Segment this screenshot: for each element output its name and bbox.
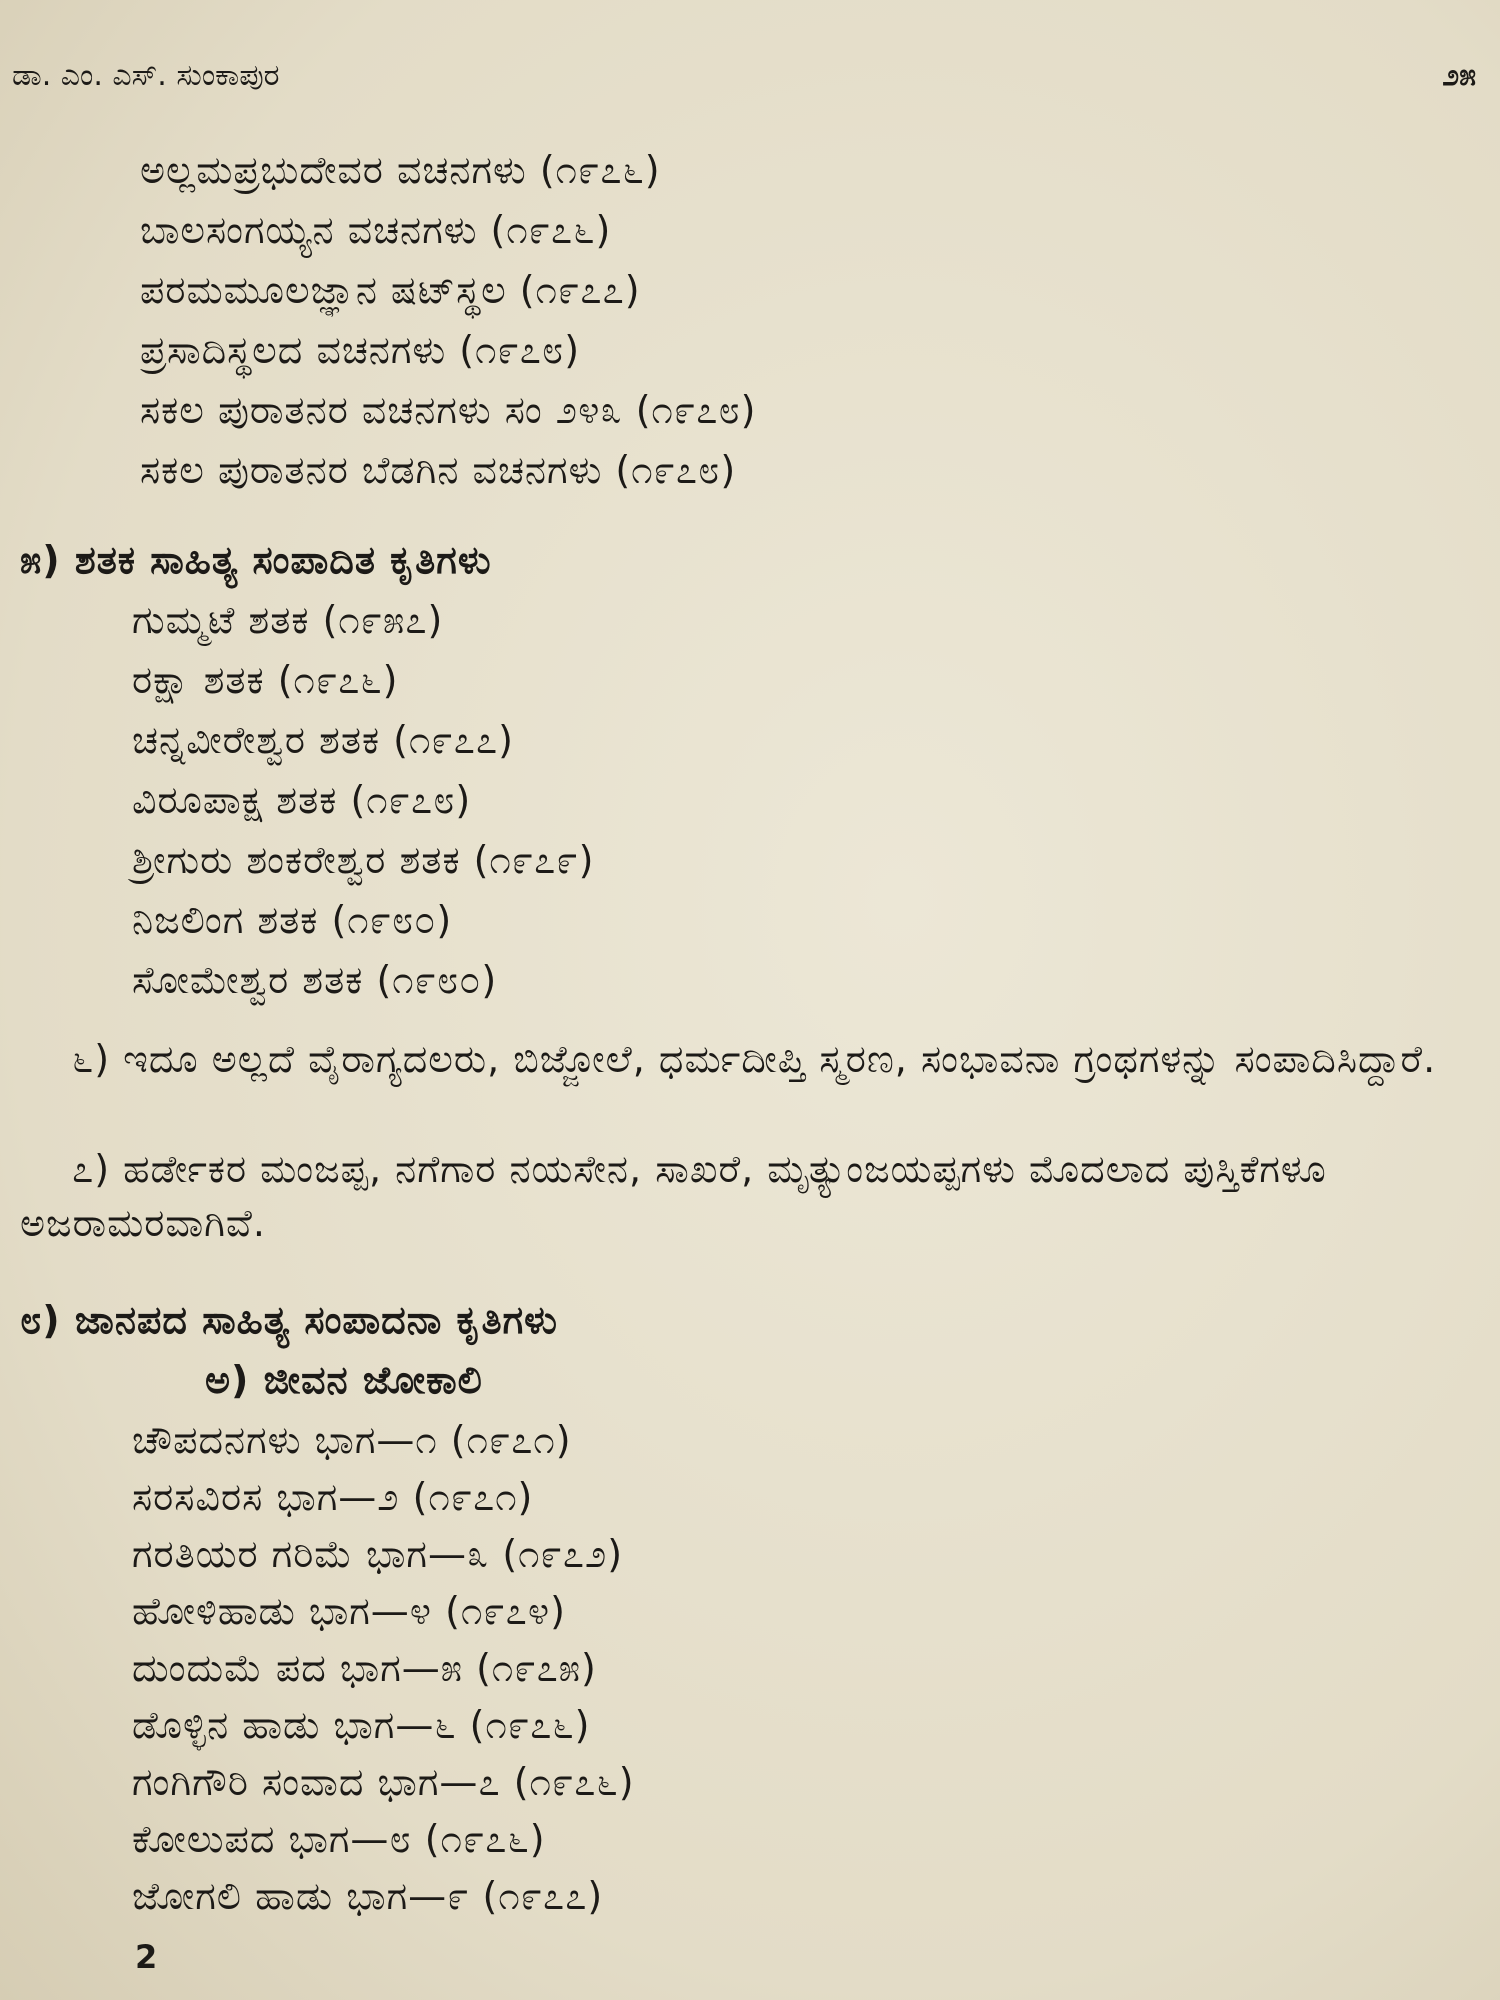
author-name: ಡಾ. ಎಂ. ಎಸ್. ಸುಂಕಾಪುರ <box>12 58 280 93</box>
running-header <box>0 58 1500 108</box>
paragraph: ೭) ಹರ್ಡೇಕರ ಮಂಜಪ್ಪ, ನಗೆಗಾರ ನಯಸೇನ, ಸಾಖರೆ, ಮೃತ್ಯುಂಜಯಪ್ಪಗಳು ಮೊದಲಾದ ಪುಸ್ತಿಕೆಗಳೂ ಅಜರಾಮರವಾಗಿವೆ. <box>20 1147 1327 1245</box>
paragraph: ೬) ಇದೂ ಅಲ್ಲದೆ ವೈರಾಗ್ಯದಲರು, ಬಿಜ್ಜೋಲೆ, ಧರ್ಮದೀಪ್ತಿ ಸ್ಮರಣ, ಸಂಭಾವನಾ ಗ್ರಂಥಗಳನ್ನು ಸಂಪಾದಿಸಿದ್ದಾರೆ. <box>72 1037 1437 1081</box>
footer-signature-number: 2 <box>135 1938 158 1976</box>
list-item: ಗರತಿಯರ ಗರಿಮೆ ಭಾಗ—೩ (೧೯೭೨) <box>132 1532 624 1576</box>
section-heading: ೫) ಶತಕ ಸಾಹಿತ್ಯ ಸಂಪಾದಿತ ಕೃತಿಗಳು <box>20 538 492 582</box>
list-item: ಸರಸವಿರಸ ಭಾಗ—೨ (೧೯೭೧) <box>132 1475 534 1519</box>
list-item: ಶ್ರೀಗುರು ಶಂಕರೇಶ್ವರ ಶತಕ (೧೯೭೯) <box>132 838 595 882</box>
list-item: ಪ್ರಸಾದಿಸ್ಥಲದ ವಚನಗಳು (೧೯೭೮) <box>140 328 581 372</box>
list-item: ದುಂದುಮೆ ಪದ ಭಾಗ—೫ (೧೯೭೫) <box>132 1646 597 1690</box>
list-item: ಸಕಲ ಪುರಾತನರ ಬೆಡಗಿನ ವಚನಗಳು (೧೯೭೮) <box>140 448 737 492</box>
list-item: ಚನ್ನವೀರೇಶ್ವರ ಶತಕ (೧೯೭೭) <box>132 718 514 762</box>
list-item: ಚೌಪದನಗಳು ಭಾಗ—೧ (೧೯೭೧) <box>132 1418 572 1462</box>
list-item: ಸಕಲ ಪುರಾತನರ ವಚನಗಳು ಸಂ ೨೪೩ (೧೯೭೮) <box>140 388 757 432</box>
list-item: ಜೋಗಲಿ ಹಾಡು ಭಾಗ—೯ (೧೯೭೭) <box>132 1874 604 1918</box>
list-item: ಬಾಲಸಂಗಯ್ಯನ ವಚನಗಳು (೧೯೭೬) <box>140 208 612 252</box>
list-item: ಗಂಗಿಗೌರಿ ಸಂವಾದ ಭಾಗ—೭ (೧೯೭೬) <box>132 1760 635 1804</box>
list-item: ಡೊಳ್ಳಿನ ಹಾಡು ಭಾಗ—೬ (೧೯೭೬) <box>132 1703 591 1747</box>
list-item: ವಿರೂಪಾಕ್ಷ ಶತಕ (೧೯೭೮) <box>132 778 472 822</box>
list-item: ರಕ್ಷಾ ಶತಕ (೧೯೭೬) <box>132 658 399 702</box>
list-item: ಸೋಮೇಶ್ವರ ಶತಕ (೧೯೮೦) <box>132 958 498 1002</box>
section-heading: ೮) ಜಾನಪದ ಸಾಹಿತ್ಯ ಸಂಪಾದನಾ ಕೃತಿಗಳು <box>20 1298 558 1342</box>
sub-heading: ಅ) ಜೀವನ ಜೋಕಾಲಿ <box>205 1358 483 1402</box>
list-item: ನಿಜಲಿಂಗ ಶತಕ (೧೯೮೦) <box>132 898 453 942</box>
list-item: ಪರಮಮೂಲಜ್ಞಾನ ಷಟ್‌ಸ್ಥಲ (೧೯೭೭) <box>140 268 641 312</box>
list-item: ಅಲ್ಲಮಪ್ರಭುದೇವರ ವಚನಗಳು (೧೯೭೬) <box>140 148 661 192</box>
page-number: ೨೫ <box>1442 58 1476 93</box>
list-item: ಗುಮ್ಮಟೆ ಶತಕ (೧೯೫೭) <box>132 598 444 642</box>
list-item: ಕೋಲುಪದ ಭಾಗ—೮ (೧೯೭೬) <box>132 1817 546 1861</box>
list-item: ಹೋಳಿಹಾಡು ಭಾಗ—೪ (೧೯೭೪) <box>132 1589 566 1633</box>
